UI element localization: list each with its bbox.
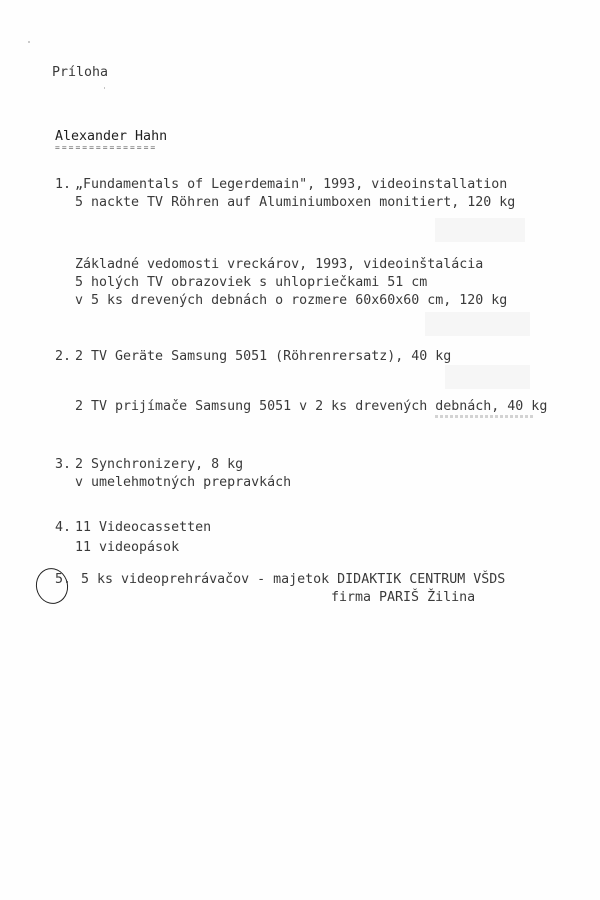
scan-patch [445, 365, 530, 389]
document-header: Príloha [52, 65, 109, 80]
item-4-number: 4. [55, 520, 72, 535]
item-1-line-2: 5 nackte TV Röhren auf Aluminiumboxen monitiert, 120 kg [75, 195, 516, 210]
author-name: Alexander Hahn [55, 129, 168, 144]
item-3-number: 3. [55, 457, 72, 472]
scan-speck [28, 41, 30, 43]
author-underline: =============== [55, 143, 158, 152]
item-2-number: 2. [55, 349, 72, 364]
scan-smudge [435, 415, 535, 418]
item-1-line-1: „Fundamentals of Legerdemain", 1993, videoinstallation [75, 177, 508, 192]
item-1-translation-3: v 5 ks drevených debnách o rozmere 60x60x60 cm, 120 kg [75, 293, 508, 308]
item-5-line-2: firma PARIŠ Žilina [331, 590, 476, 605]
item-4-line-1: 11 Videocassetten [75, 520, 212, 535]
item-2-translation-1: 2 TV prijímače Samsung 5051 v 2 ks drevených debnách, 40 kg [75, 399, 548, 414]
item-1-translation-1: Základné vedomosti vreckárov, 1993, videoinštalácia [75, 257, 484, 272]
item-5-number: 5. [55, 572, 72, 587]
item-4-line-2: 11 videopások [75, 540, 180, 555]
item-1-number: 1. [55, 177, 72, 192]
scan-patch [435, 218, 525, 242]
item-3-line-2: v umelehmotných prepravkách [75, 475, 292, 490]
item-5-line-1: 5 ks videoprehrávačov - majetok DIDAKTIK CENTRUM VŠDS [81, 572, 506, 587]
scan-patch [425, 312, 530, 336]
item-3-line-1: 2 Synchronizery, 8 kg [75, 457, 244, 472]
scan-speck [104, 87, 105, 89]
item-2-line-1: 2 TV Geräte Samsung 5051 (Röhrenrersatz), 40 kg [75, 349, 452, 364]
item-1-translation-2: 5 holých TV obrazoviek s uhlopriečkami 51 cm [75, 275, 428, 290]
